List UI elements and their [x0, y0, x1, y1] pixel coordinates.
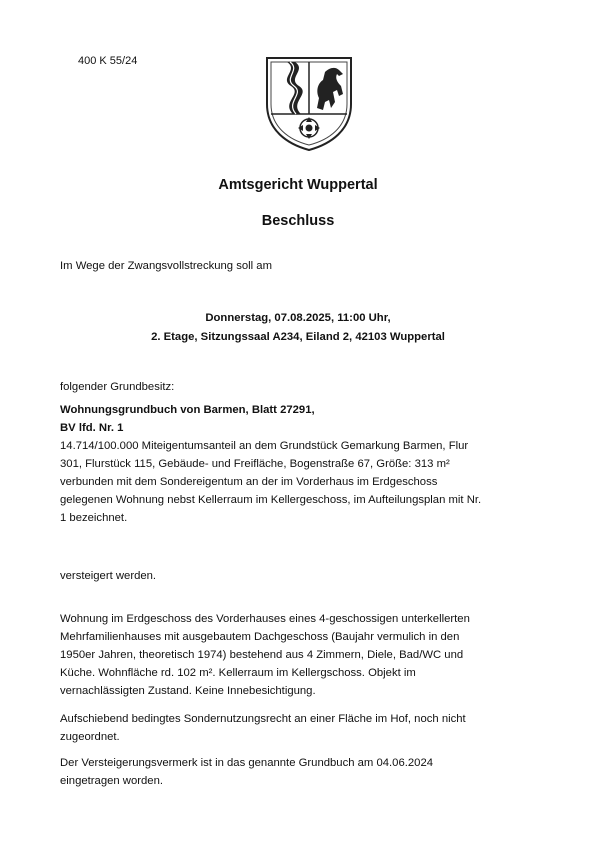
text-line: Der Versteigerungsvermerk ist in das genannte Grundbuch am 04.06.2024 — [60, 757, 434, 769]
document-title: Beschluss — [261, 213, 335, 229]
text-line: zugeordnet. — [60, 731, 120, 743]
text-line: 14.714/100.000 Miteigentumsanteil an dem Grundstück Gemarkung Barmen, Flur — [60, 440, 469, 452]
case-reference: 400 K 55/24 — [78, 55, 138, 67]
appointment-date-time: Donnerstag, 07.08.2025, 11:00 Uhr, — [205, 312, 391, 324]
auction-statement: versteigert werden. — [60, 570, 157, 582]
text-line: Aufschiebend bedingtes Sondernutzungsrecht an einer Fläche im Hof, noch nicht — [60, 713, 466, 725]
appointment-location: 2. Etage, Sitzungssaal A234, Eiland 2, 42103 Wuppertal — [151, 331, 445, 343]
text-line: verbunden mit dem Sondereigentum an der im Vorderhaus im Erdgeschoss — [60, 476, 438, 488]
text-line: 301, Flurstück 115, Gebäude- und Freifläche, Bogenstraße 67, Größe: 313 m² — [60, 458, 450, 470]
coat-of-arms-icon — [259, 52, 359, 152]
text-line: gelegenen Wohnung nebst Kellerraum im Kellergeschoss, im Aufteilungsplan mit Nr. — [60, 494, 482, 506]
text-line: 1950er Jahren, theoretisch 1974) bestehend aus 4 Zimmern, Diele, Bad/WC und — [60, 649, 464, 661]
text-line: eingetragen worden. — [60, 775, 164, 787]
text-line: vernachlässigten Zustand. Keine Innebesichtigung. — [60, 685, 316, 697]
property-lead: folgender Grundbesitz: — [60, 381, 175, 393]
text-line: Küche. Wohnfläche rd. 102 m². Kellerraum im Kellergschoss. Objekt im — [60, 667, 416, 679]
property-description — [60, 437, 538, 527]
intro-text: Im Wege der Zwangsvollstreckung soll am — [60, 260, 273, 272]
text-line: Wohnung im Erdgeschoss des Vorderhauses eines 4-geschossigen unterkellerten — [60, 613, 470, 625]
registration-note — [60, 754, 538, 790]
text-line: 1 bezeichnet. — [60, 512, 128, 524]
object-description — [60, 610, 538, 700]
usage-right-note — [60, 710, 538, 746]
text-line: Mehrfamilienhauses mit ausgebautem Dachgeschoss (Baujahr vermulich in den — [60, 631, 460, 643]
property-register: Wohnungsgrundbuch von Barmen, Blatt 27291, — [60, 404, 315, 416]
court-name: Amtsgericht Wuppertal — [218, 177, 378, 193]
property-bv-number: BV lfd. Nr. 1 — [60, 422, 124, 434]
